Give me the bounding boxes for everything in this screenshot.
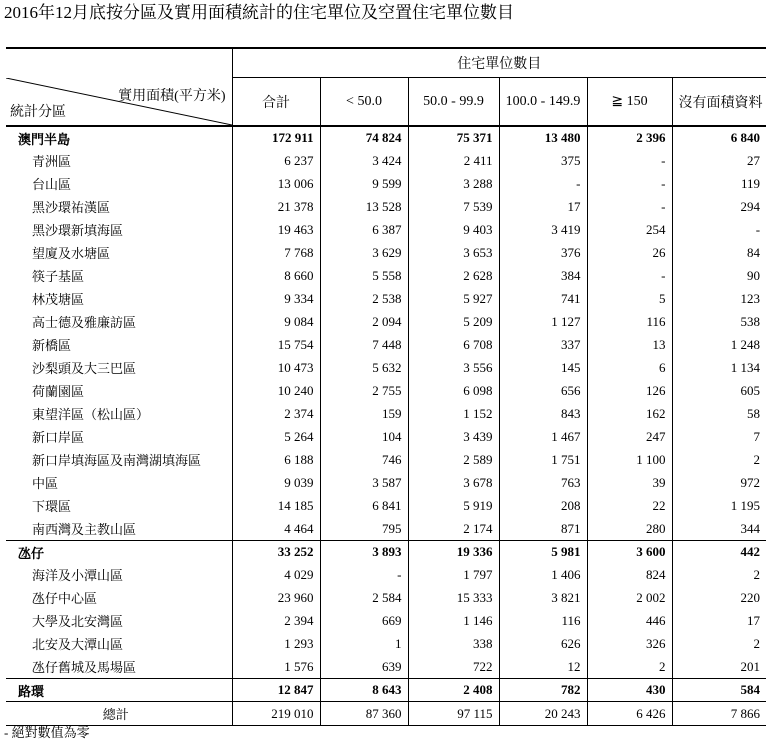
table-cell: 90 bbox=[672, 264, 766, 287]
table-cell: 5 927 bbox=[408, 287, 499, 310]
corner-header-area-label: 實用面積(平方米) bbox=[118, 88, 226, 104]
table-cell: 8 660 bbox=[232, 264, 320, 287]
table-row-total bbox=[6, 702, 766, 726]
table-row bbox=[6, 609, 766, 632]
district-name: 台山區 bbox=[6, 172, 232, 195]
table-row bbox=[6, 563, 766, 586]
total-cell: 219 010 bbox=[232, 702, 320, 726]
table-cell: 1 152 bbox=[408, 402, 499, 425]
table-cell: 4 464 bbox=[232, 517, 320, 541]
table-cell: 159 bbox=[320, 402, 408, 425]
table-row-group bbox=[6, 541, 766, 564]
table-row bbox=[6, 264, 766, 287]
district-name: 海洋及小潭山區 bbox=[6, 563, 232, 586]
total-label: 總計 bbox=[6, 702, 232, 726]
table-cell: 12 847 bbox=[232, 679, 320, 702]
table-cell: 2 bbox=[672, 563, 766, 586]
corner-header bbox=[6, 78, 232, 127]
column-group-header: 住宅單位數目 bbox=[232, 48, 766, 78]
district-name: 新橋區 bbox=[6, 333, 232, 356]
column-header: 100.0 - 149.9 bbox=[499, 78, 587, 127]
table-cell: 13 bbox=[587, 333, 672, 356]
table-cell: 1 293 bbox=[232, 632, 320, 655]
statistics-table bbox=[6, 47, 766, 726]
table-cell: 6 387 bbox=[320, 218, 408, 241]
table-cell: 5 632 bbox=[320, 356, 408, 379]
table-cell: 741 bbox=[499, 287, 587, 310]
table-cell: 22 bbox=[587, 494, 672, 517]
table-cell: 626 bbox=[499, 632, 587, 655]
table-cell: - bbox=[587, 149, 672, 172]
table-cell: 2 584 bbox=[320, 586, 408, 609]
table-cell: 21 378 bbox=[232, 195, 320, 218]
district-name: 下環區 bbox=[6, 494, 232, 517]
table-cell: 746 bbox=[320, 448, 408, 471]
table-cell: 669 bbox=[320, 609, 408, 632]
total-cell: 6 426 bbox=[587, 702, 672, 726]
district-name: 新口岸填海區及南灣湖填海區 bbox=[6, 448, 232, 471]
table-cell: 19 336 bbox=[408, 541, 499, 564]
total-cell: 97 115 bbox=[408, 702, 499, 726]
table-cell: 247 bbox=[587, 425, 672, 448]
table-header bbox=[6, 48, 766, 126]
district-name: 新口岸區 bbox=[6, 425, 232, 448]
footnote: - 絕對數值為零 bbox=[4, 725, 90, 740]
table-cell: 430 bbox=[587, 679, 672, 702]
table-cell: 1 797 bbox=[408, 563, 499, 586]
table-cell: 5 981 bbox=[499, 541, 587, 564]
column-header: 沒有面積資料 bbox=[672, 78, 766, 127]
table-row bbox=[6, 241, 766, 264]
table-cell: 722 bbox=[408, 655, 499, 679]
table-row bbox=[6, 287, 766, 310]
table-cell: 9 039 bbox=[232, 471, 320, 494]
total-cell: 87 360 bbox=[320, 702, 408, 726]
district-name: 林茂塘區 bbox=[6, 287, 232, 310]
table-cell: 7 448 bbox=[320, 333, 408, 356]
table-cell: 5 919 bbox=[408, 494, 499, 517]
table-cell: 384 bbox=[499, 264, 587, 287]
table-cell: 7 768 bbox=[232, 241, 320, 264]
table-cell: 75 371 bbox=[408, 126, 499, 149]
table-cell: 14 185 bbox=[232, 494, 320, 517]
table-cell: 2 002 bbox=[587, 586, 672, 609]
table-cell: 201 bbox=[672, 655, 766, 679]
table-cell: 3 424 bbox=[320, 149, 408, 172]
table-cell: 1 146 bbox=[408, 609, 499, 632]
table-cell: 6 708 bbox=[408, 333, 499, 356]
table-cell: 10 473 bbox=[232, 356, 320, 379]
table-cell: 605 bbox=[672, 379, 766, 402]
column-header: < 50.0 bbox=[320, 78, 408, 127]
table-cell: 208 bbox=[499, 494, 587, 517]
table-cell: 13 480 bbox=[499, 126, 587, 149]
table-cell: 1 751 bbox=[499, 448, 587, 471]
table-cell: 1 bbox=[320, 632, 408, 655]
table-row bbox=[6, 333, 766, 356]
table-cell: 584 bbox=[672, 679, 766, 702]
district-name: 東望洋區（松山區） bbox=[6, 402, 232, 425]
table-cell: 26 bbox=[587, 241, 672, 264]
table-cell: 2 bbox=[587, 655, 672, 679]
table-cell: - bbox=[587, 195, 672, 218]
district-name: 大學及北安灣區 bbox=[6, 609, 232, 632]
table-cell: 3 893 bbox=[320, 541, 408, 564]
district-name: 氹仔舊城及馬場區 bbox=[6, 655, 232, 679]
table-cell: 172 911 bbox=[232, 126, 320, 149]
district-name: 氹仔 bbox=[6, 541, 232, 564]
table-cell: 375 bbox=[499, 149, 587, 172]
table-cell: - bbox=[499, 172, 587, 195]
table-row bbox=[6, 471, 766, 494]
district-name: 荷蘭園區 bbox=[6, 379, 232, 402]
column-header: 合計 bbox=[232, 78, 320, 127]
district-name: 南西灣及主教山區 bbox=[6, 517, 232, 541]
table-cell: 6 841 bbox=[320, 494, 408, 517]
table-cell: - bbox=[672, 218, 766, 241]
table-cell: 126 bbox=[587, 379, 672, 402]
table-cell: 17 bbox=[499, 195, 587, 218]
table-cell: 1 127 bbox=[499, 310, 587, 333]
table-cell: 2 094 bbox=[320, 310, 408, 333]
table-cell: 1 100 bbox=[587, 448, 672, 471]
district-name: 黑沙環新填海區 bbox=[6, 218, 232, 241]
table-cell: 2 394 bbox=[232, 609, 320, 632]
table-cell: 763 bbox=[499, 471, 587, 494]
table-cell: 446 bbox=[587, 609, 672, 632]
table-cell: 5 bbox=[587, 287, 672, 310]
table-row bbox=[6, 655, 766, 679]
table-cell: 6 237 bbox=[232, 149, 320, 172]
table-row bbox=[6, 517, 766, 541]
table-cell: 538 bbox=[672, 310, 766, 333]
table-cell: 33 252 bbox=[232, 541, 320, 564]
table-cell: 162 bbox=[587, 402, 672, 425]
page-title: 2016年12月底按分區及實用面積統計的住宅單位及空置住宅單位數目 bbox=[4, 3, 514, 22]
table-row bbox=[6, 379, 766, 402]
table-cell: 220 bbox=[672, 586, 766, 609]
table-cell: 1 195 bbox=[672, 494, 766, 517]
table-row bbox=[6, 172, 766, 195]
table-row bbox=[6, 149, 766, 172]
table-cell: 5 558 bbox=[320, 264, 408, 287]
table-cell: 3 653 bbox=[408, 241, 499, 264]
table-row-group bbox=[6, 679, 766, 702]
table-cell: 9 403 bbox=[408, 218, 499, 241]
table-cell: 3 556 bbox=[408, 356, 499, 379]
table-row bbox=[6, 310, 766, 333]
table-cell: 12 bbox=[499, 655, 587, 679]
table-cell: 254 bbox=[587, 218, 672, 241]
table-cell: 2 174 bbox=[408, 517, 499, 541]
district-name: 中區 bbox=[6, 471, 232, 494]
district-name: 筷子基區 bbox=[6, 264, 232, 287]
table-cell: - bbox=[320, 563, 408, 586]
table-cell: 84 bbox=[672, 241, 766, 264]
table-cell: 19 463 bbox=[232, 218, 320, 241]
table-row bbox=[6, 632, 766, 655]
table-cell: 1 467 bbox=[499, 425, 587, 448]
table-cell: 1 134 bbox=[672, 356, 766, 379]
table-cell: 3 629 bbox=[320, 241, 408, 264]
table-row bbox=[6, 218, 766, 241]
district-name: 青洲區 bbox=[6, 149, 232, 172]
table-cell: 6 188 bbox=[232, 448, 320, 471]
table-cell: 116 bbox=[587, 310, 672, 333]
table-cell: 119 bbox=[672, 172, 766, 195]
district-name: 北安及大潭山區 bbox=[6, 632, 232, 655]
table-cell: 7 bbox=[672, 425, 766, 448]
table-cell: 2 bbox=[672, 632, 766, 655]
table-cell: 5 209 bbox=[408, 310, 499, 333]
table-row bbox=[6, 586, 766, 609]
table-cell: 795 bbox=[320, 517, 408, 541]
table-row bbox=[6, 425, 766, 448]
table-cell: 376 bbox=[499, 241, 587, 264]
column-header: ≧ 150 bbox=[587, 78, 672, 127]
table-cell: 58 bbox=[672, 402, 766, 425]
table-cell: - bbox=[587, 172, 672, 195]
table-cell: 2 411 bbox=[408, 149, 499, 172]
table-cell: 782 bbox=[499, 679, 587, 702]
district-name: 高士德及雅廉訪區 bbox=[6, 310, 232, 333]
table-cell: 2 374 bbox=[232, 402, 320, 425]
table-cell: 6 840 bbox=[672, 126, 766, 149]
table-row-group bbox=[6, 126, 766, 149]
table-cell: 337 bbox=[499, 333, 587, 356]
table-cell: 7 539 bbox=[408, 195, 499, 218]
table-row bbox=[6, 356, 766, 379]
table-cell: 2 bbox=[672, 448, 766, 471]
header-spacer bbox=[6, 48, 232, 78]
table-cell: 27 bbox=[672, 149, 766, 172]
table-cell: 116 bbox=[499, 609, 587, 632]
table-cell: 23 960 bbox=[232, 586, 320, 609]
table-cell: 656 bbox=[499, 379, 587, 402]
table-cell: 3 821 bbox=[499, 586, 587, 609]
table-cell: 2 589 bbox=[408, 448, 499, 471]
table-cell: 3 288 bbox=[408, 172, 499, 195]
table-cell: 1 406 bbox=[499, 563, 587, 586]
total-cell: 20 243 bbox=[499, 702, 587, 726]
table-cell: 824 bbox=[587, 563, 672, 586]
table-cell: 2 755 bbox=[320, 379, 408, 402]
table-row bbox=[6, 494, 766, 517]
table-cell: 2 628 bbox=[408, 264, 499, 287]
table-cell: 4 029 bbox=[232, 563, 320, 586]
table-cell: 9 334 bbox=[232, 287, 320, 310]
table-cell: 3 587 bbox=[320, 471, 408, 494]
table-cell: - bbox=[587, 264, 672, 287]
table-cell: 9 599 bbox=[320, 172, 408, 195]
table-cell: 3 678 bbox=[408, 471, 499, 494]
table-cell: 3 439 bbox=[408, 425, 499, 448]
district-name: 路環 bbox=[6, 679, 232, 702]
table-cell: 9 084 bbox=[232, 310, 320, 333]
table-cell: 2 396 bbox=[587, 126, 672, 149]
total-cell: 7 866 bbox=[672, 702, 766, 726]
table-cell: 843 bbox=[499, 402, 587, 425]
table-cell: 123 bbox=[672, 287, 766, 310]
table-cell: 1 576 bbox=[232, 655, 320, 679]
column-header: 50.0 - 99.9 bbox=[408, 78, 499, 127]
table-cell: 1 248 bbox=[672, 333, 766, 356]
table-cell: 104 bbox=[320, 425, 408, 448]
table-body bbox=[6, 126, 766, 726]
table-cell: 3 419 bbox=[499, 218, 587, 241]
table-cell: 280 bbox=[587, 517, 672, 541]
table-cell: 326 bbox=[587, 632, 672, 655]
table-cell: 344 bbox=[672, 517, 766, 541]
district-name: 沙梨頭及大三巴區 bbox=[6, 356, 232, 379]
table-cell: 294 bbox=[672, 195, 766, 218]
table-cell: 74 824 bbox=[320, 126, 408, 149]
table-row bbox=[6, 448, 766, 471]
table-cell: 6 098 bbox=[408, 379, 499, 402]
table-cell: 10 240 bbox=[232, 379, 320, 402]
table-cell: 2 538 bbox=[320, 287, 408, 310]
table-cell: 442 bbox=[672, 541, 766, 564]
table-cell: 5 264 bbox=[232, 425, 320, 448]
table-cell: 972 bbox=[672, 471, 766, 494]
table-cell: 13 006 bbox=[232, 172, 320, 195]
table-cell: 15 754 bbox=[232, 333, 320, 356]
district-name: 黑沙環祐漢區 bbox=[6, 195, 232, 218]
district-name: 澳門半島 bbox=[6, 126, 232, 149]
table-cell: 2 408 bbox=[408, 679, 499, 702]
table-cell: 145 bbox=[499, 356, 587, 379]
table-cell: 3 600 bbox=[587, 541, 672, 564]
table-cell: 639 bbox=[320, 655, 408, 679]
table-cell: 871 bbox=[499, 517, 587, 541]
table-cell: 39 bbox=[587, 471, 672, 494]
table-cell: 8 643 bbox=[320, 679, 408, 702]
table-cell: 338 bbox=[408, 632, 499, 655]
table-cell: 13 528 bbox=[320, 195, 408, 218]
corner-header-district-label: 統計分區 bbox=[10, 105, 66, 120]
district-name: 望廈及水塘區 bbox=[6, 241, 232, 264]
table-row bbox=[6, 195, 766, 218]
district-name: 氹仔中心區 bbox=[6, 586, 232, 609]
table-cell: 6 bbox=[587, 356, 672, 379]
table-cell: 15 333 bbox=[408, 586, 499, 609]
table-row bbox=[6, 402, 766, 425]
table-cell: 17 bbox=[672, 609, 766, 632]
